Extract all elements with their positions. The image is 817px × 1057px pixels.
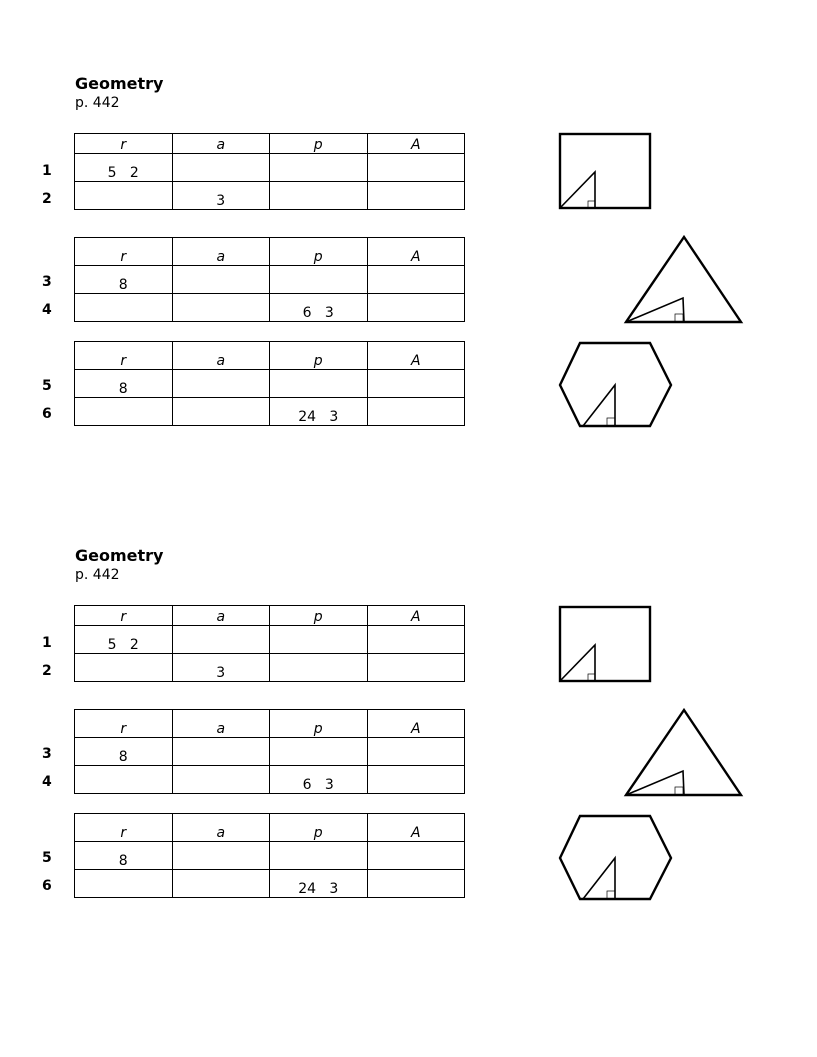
cell-r: 8 (75, 842, 173, 870)
cell-p: 6 3 (270, 294, 368, 322)
cell-p: 24 3 (270, 870, 368, 898)
table-row (75, 398, 465, 426)
header-A: A (367, 134, 465, 154)
cell-A (367, 626, 465, 654)
cell-A (367, 266, 465, 294)
hexagon-with-right-triangle-icon (557, 814, 674, 902)
cell-a (172, 398, 270, 426)
problem-table (74, 813, 465, 898)
cell-p (270, 842, 368, 870)
cell-p (270, 738, 368, 766)
header-p: p (270, 710, 368, 738)
header-r: r (75, 606, 173, 626)
table-row (75, 738, 465, 766)
cell-A (367, 154, 465, 182)
cell-A (367, 182, 465, 210)
cell-r: 8 (75, 266, 173, 294)
header-A: A (367, 606, 465, 626)
cell-A (367, 738, 465, 766)
header-p: p (270, 342, 368, 370)
cell-A (367, 766, 465, 794)
cell-a (172, 266, 270, 294)
cell-a (172, 154, 270, 182)
cell-r: 8 (75, 370, 173, 398)
cell-p (270, 654, 368, 682)
header-r: r (75, 238, 173, 266)
cell-a (172, 842, 270, 870)
square-with-right-triangle-icon (559, 606, 652, 683)
worksheet-title: Geometry (75, 74, 164, 93)
cell-A (367, 294, 465, 322)
header-r: r (75, 710, 173, 738)
cell-a (172, 626, 270, 654)
table-row (75, 294, 465, 322)
header-a: a (172, 134, 270, 154)
cell-p (270, 154, 368, 182)
cell-A (367, 370, 465, 398)
table-row (75, 654, 465, 682)
header-r: r (75, 814, 173, 842)
problem-number: 3 (42, 274, 52, 290)
table-header-row (75, 814, 465, 842)
cell-a (172, 738, 270, 766)
header-A: A (367, 814, 465, 842)
cell-a: 3 (172, 182, 270, 210)
cell-r (75, 294, 173, 322)
problem-table (74, 237, 465, 322)
cell-a (172, 870, 270, 898)
problem-number: 1 (42, 163, 52, 179)
cell-r (75, 654, 173, 682)
worksheet-title: Geometry (75, 546, 164, 565)
cell-r: 5 2 (75, 626, 173, 654)
hexagon-with-right-triangle-icon (557, 341, 674, 429)
square-with-right-triangle-icon (559, 133, 652, 210)
table-row (75, 626, 465, 654)
cell-r (75, 398, 173, 426)
cell-p: 24 3 (270, 398, 368, 426)
page-reference: p. 442 (75, 567, 120, 583)
table-header-row (75, 238, 465, 266)
cell-p (270, 182, 368, 210)
triangle-with-right-triangle-icon (624, 708, 744, 798)
table-row (75, 842, 465, 870)
header-a: a (172, 814, 270, 842)
problem-table (74, 133, 465, 210)
header-A: A (367, 342, 465, 370)
problem-table (74, 341, 465, 426)
problem-number: 5 (42, 850, 52, 866)
cell-r (75, 766, 173, 794)
cell-A (367, 654, 465, 682)
cell-a: 3 (172, 654, 270, 682)
header-p: p (270, 134, 368, 154)
problem-number: 2 (42, 191, 52, 207)
problem-number: 6 (42, 406, 52, 422)
problem-number: 4 (42, 302, 52, 318)
cell-p: 6 3 (270, 766, 368, 794)
table-row (75, 182, 465, 210)
triangle-with-right-triangle-icon (624, 235, 744, 325)
cell-r: 8 (75, 738, 173, 766)
header-r: r (75, 134, 173, 154)
cell-A (367, 398, 465, 426)
header-r: r (75, 342, 173, 370)
header-A: A (367, 710, 465, 738)
table-row (75, 370, 465, 398)
problem-table (74, 605, 465, 682)
header-a: a (172, 710, 270, 738)
problem-number: 6 (42, 878, 52, 894)
cell-A (367, 870, 465, 898)
table-header-row (75, 134, 465, 154)
header-p: p (270, 814, 368, 842)
table-row (75, 154, 465, 182)
header-p: p (270, 238, 368, 266)
cell-a (172, 294, 270, 322)
problem-number: 3 (42, 746, 52, 762)
header-A: A (367, 238, 465, 266)
cell-p (270, 370, 368, 398)
problem-number: 4 (42, 774, 52, 790)
table-row (75, 870, 465, 898)
table-header-row (75, 342, 465, 370)
cell-a (172, 370, 270, 398)
cell-A (367, 842, 465, 870)
header-a: a (172, 342, 270, 370)
header-p: p (270, 606, 368, 626)
problem-number: 1 (42, 635, 52, 651)
header-a: a (172, 606, 270, 626)
problem-number: 2 (42, 663, 52, 679)
problem-number: 5 (42, 378, 52, 394)
table-row (75, 766, 465, 794)
table-header-row (75, 606, 465, 626)
cell-r: 5 2 (75, 154, 173, 182)
page-reference: p. 442 (75, 95, 120, 111)
cell-r (75, 182, 173, 210)
header-a: a (172, 238, 270, 266)
problem-table (74, 709, 465, 794)
cell-p (270, 266, 368, 294)
table-header-row (75, 710, 465, 738)
table-row (75, 266, 465, 294)
cell-p (270, 626, 368, 654)
cell-a (172, 766, 270, 794)
cell-r (75, 870, 173, 898)
